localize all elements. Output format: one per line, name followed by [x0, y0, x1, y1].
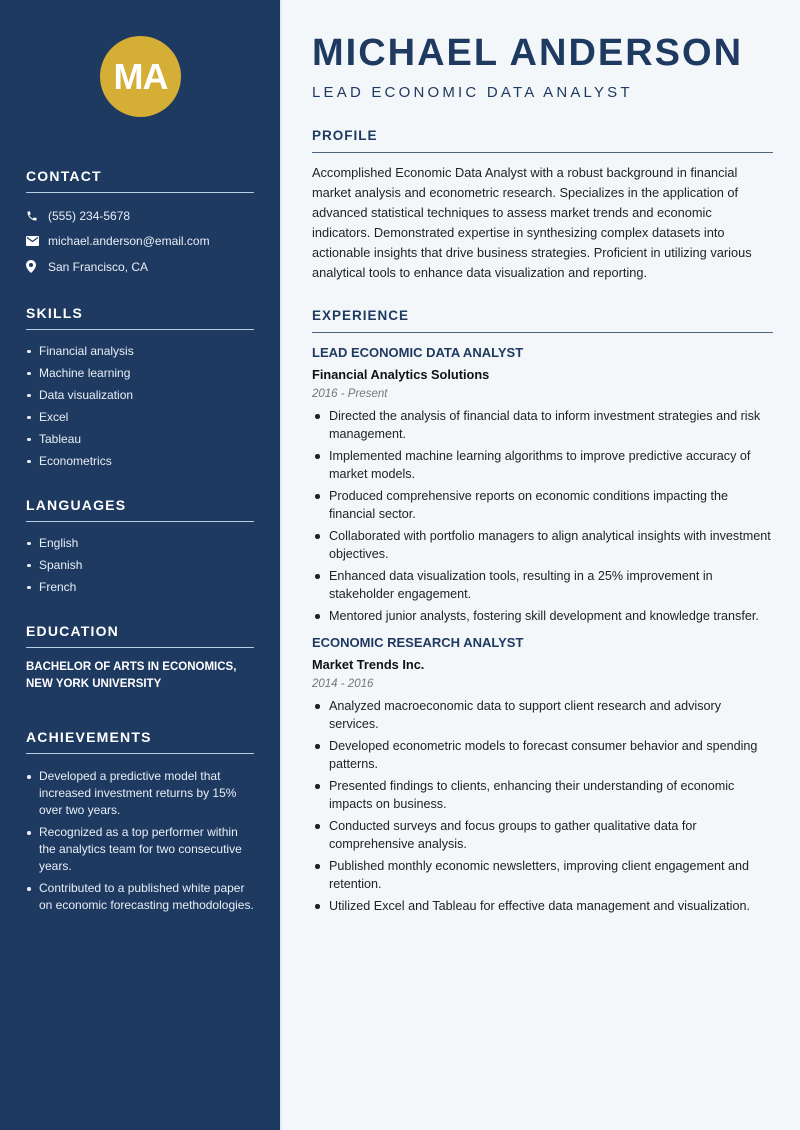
achievement-item: Contributed to a published white paper on economic forecasting methodologies.	[26, 880, 254, 914]
job-title: LEAD ECONOMIC DATA ANALYST	[312, 345, 524, 360]
job-bullet: Conducted surveys and focus groups to gather qualitative data for comprehensive analysis.	[312, 817, 773, 853]
candidate-name: MICHAEL ANDERSON	[312, 32, 744, 74]
experience-section	[312, 308, 773, 919]
profile-heading: PROFILE	[312, 128, 773, 153]
education-section	[26, 623, 254, 693]
job-entry	[312, 635, 773, 915]
contact-location	[26, 254, 254, 280]
job-bullet: Developed econometric models to forecast consumer behavior and spending patterns.	[312, 737, 773, 773]
main-content	[280, 0, 800, 1130]
languages-list	[26, 532, 254, 598]
job-bullet: Presented findings to clients, enhancing their understanding of economic impacts on business.	[312, 777, 773, 813]
job-bullet: Analyzed macroeconomic data to support client research and advisory services.	[312, 697, 773, 733]
job-dates: 2014 - 2016	[312, 678, 374, 690]
location-text: San Francisco, CA	[48, 259, 149, 274]
job-company: Market Trends Inc.	[312, 657, 425, 672]
phone-text[interactable]: (555) 234-5678	[48, 208, 131, 223]
degree: BACHELOR OF ARTS IN ECONOMICS,	[26, 661, 237, 673]
skill-item: Data visualization	[26, 384, 254, 406]
education-heading: EDUCATION	[26, 623, 254, 648]
job-bullet: Utilized Excel and Tableau for effective data management and visualization.	[312, 897, 773, 915]
language-item: English	[26, 532, 254, 554]
job-bullet: Mentored junior analysts, fostering skill development and knowledge transfer.	[312, 607, 773, 625]
achievement-item: Recognized as a top performer within the analytics team for two consecutive years.	[26, 824, 254, 875]
job-bullets	[312, 697, 773, 915]
job-bullet: Directed the analysis of financial data to inform investment strategies and risk management.	[312, 407, 773, 443]
skills-heading: SKILLS	[26, 305, 254, 330]
achievement-item: Developed a predictive model that increased investment returns by 15% over two years.	[26, 768, 254, 819]
language-item: Spanish	[26, 554, 254, 576]
languages-heading: LANGUAGES	[26, 497, 254, 522]
school: NEW YORK UNIVERSITY	[26, 678, 162, 690]
achievements-heading: ACHIEVEMENTS	[26, 729, 254, 754]
skill-item: Financial analysis	[26, 340, 254, 362]
job-bullet: Produced comprehensive reports on economic conditions impacting the financial sector.	[312, 487, 773, 523]
candidate-title: LEAD ECONOMIC DATA ANALYST	[312, 84, 633, 101]
skill-item: Tableau	[26, 428, 254, 450]
job-company: Financial Analytics Solutions	[312, 367, 490, 382]
profile-text: Accomplished Economic Data Analyst with a robust background in financial market analysis and econometric research. Specializes in the application of advanced statistical techniques to assess market trends and economic indicators. Demonstrated expertise in synthesizing complex datasets into actionable insights that drive business strategies. Proficient in utilizing various analytical tools to enhance data visualization and reporting.	[312, 165, 752, 280]
skills-section	[26, 305, 254, 472]
job-bullet: Enhanced data visualization tools, resulting in a 25% improvement in stakeholder engagement.	[312, 567, 773, 603]
email-text[interactable]: michael.anderson@email.com	[48, 234, 210, 249]
language-item: French	[26, 576, 254, 598]
achievements-section	[26, 729, 254, 919]
contact-section	[26, 168, 254, 280]
location-pin-icon	[26, 260, 48, 273]
contact-phone	[26, 203, 254, 229]
job-title: ECONOMIC RESEARCH ANALYST	[312, 635, 524, 650]
skill-item: Machine learning	[26, 362, 254, 384]
job-bullet: Collaborated with portfolio managers to align analytical insights with investment objectives.	[312, 527, 773, 563]
contact-email	[26, 229, 254, 255]
skill-item: Econometrics	[26, 450, 254, 472]
achievements-list	[26, 768, 254, 914]
avatar: MA	[100, 36, 181, 117]
job-entry	[312, 345, 773, 625]
experience-heading: EXPERIENCE	[312, 308, 773, 333]
skills-list	[26, 340, 254, 472]
skill-item: Excel	[26, 406, 254, 428]
email-icon	[26, 236, 48, 246]
job-bullet: Published monthly economic newsletters, improving client engagement and retention.	[312, 857, 773, 893]
languages-section	[26, 497, 254, 598]
job-bullet: Implemented machine learning algorithms to improve predictive accuracy of market models.	[312, 447, 773, 483]
contact-heading: CONTACT	[26, 168, 254, 193]
sidebar	[0, 0, 280, 1130]
phone-icon	[26, 210, 48, 222]
profile-section	[312, 128, 773, 283]
job-dates: 2016 - Present	[312, 388, 388, 400]
education-entry	[26, 659, 254, 693]
job-bullets	[312, 407, 773, 625]
contact-list	[26, 203, 254, 280]
